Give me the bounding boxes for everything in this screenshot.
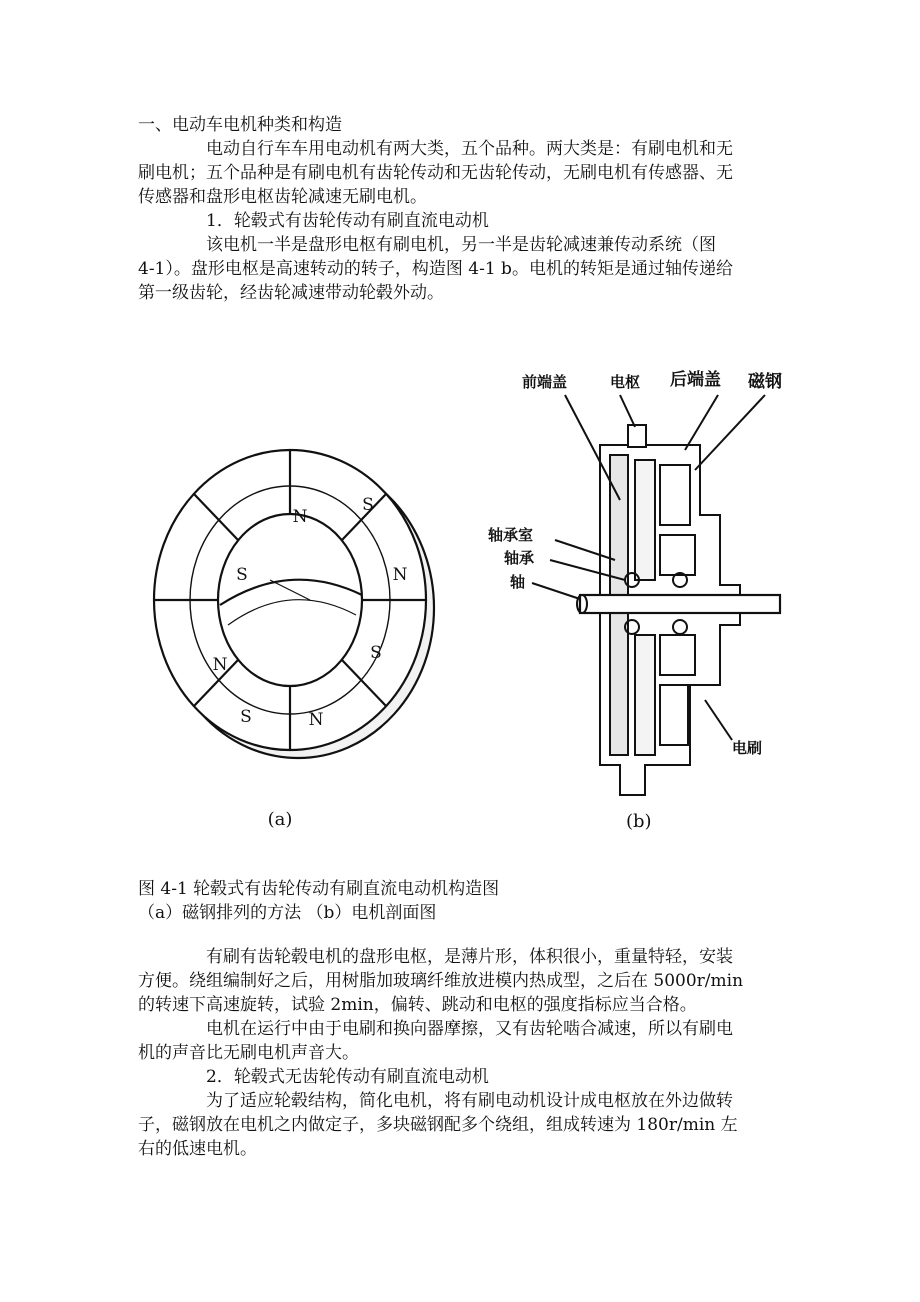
figure-subcaption: （a）磁钢排列的方法 （b）电机剖面图: [138, 903, 437, 923]
paragraph-line: 为了适应轮毂结构，简化电机，将有刷电动机设计成电枢放在外边做转: [206, 1091, 733, 1111]
paragraph-line: 方便。绕组编制好之后，用树脂加玻璃纤维放进模内热成型，之后在 5000r/min: [138, 971, 744, 991]
part-label-brush: 电刷: [732, 739, 763, 757]
subsection-heading: 1．轮毂式有齿轮传动有刷直流电动机: [206, 211, 489, 231]
part-label-front-cover: 前端盖: [522, 373, 568, 391]
paragraph-line: 第一级齿轮，经齿轮减速带动轮毂外动。: [138, 283, 444, 303]
figure-a-magnet-ring: [150, 430, 450, 850]
figure-b-cross-section: [470, 355, 810, 845]
paragraph-line: 电机在运行中由于电刷和换向器摩擦，又有齿轮啮合减速，所以有刷电: [206, 1019, 733, 1039]
section-heading: 一、电动车电机种类和构造: [138, 115, 342, 135]
paragraph-line: 电动自行车车用电动机有两大类，五个品种。两大类是：有刷电机和无: [206, 139, 733, 159]
paragraph-line: 4-1）。盘形电枢是高速转动的转子，构造图 4-1 b。电机的转矩是通过轴传递给: [138, 259, 733, 279]
part-label-magnet: 磁钢: [748, 372, 782, 392]
subsection-heading: 2．轮毂式无齿轮传动有刷直流电动机: [206, 1067, 489, 1087]
part-label-rear-cover: 后端盖: [670, 370, 721, 390]
part-label-bearing-chamber: 轴承室: [488, 526, 534, 544]
pole-mark: N: [212, 655, 228, 675]
pole-mark: S: [362, 495, 374, 515]
pole-mark: N: [292, 507, 308, 527]
pole-mark: S: [236, 565, 248, 585]
part-label-bearing: 轴承: [504, 549, 535, 567]
paragraph-line: 该电机一半是盘形电枢有刷电机，另一半是齿轮减速兼传动系统（图: [206, 235, 716, 255]
paragraph-line: 右的低速电机。: [138, 1139, 257, 1159]
paragraph-line: 有刷有齿轮毂电机的盘形电枢，是薄片形，体积很小，重量特轻，安装: [206, 947, 733, 967]
figure-a-label: (a): [267, 809, 293, 830]
paragraph-line: 刷电机；五个品种是有刷电机有齿轮传动和无齿轮传动，无刷电机有传感器、无: [138, 163, 733, 183]
paragraph-line: 传感器和盘形电枢齿轮减速无刷电机。: [138, 187, 427, 207]
figure-b-label: (b): [626, 811, 652, 832]
pole-mark: N: [308, 710, 324, 730]
part-label-armature: 电枢: [610, 373, 641, 391]
figure-caption: 图 4-1 轮毂式有齿轮传动有刷直流电动机构造图: [138, 879, 500, 899]
part-label-shaft: 轴: [510, 573, 526, 591]
pole-mark: S: [240, 707, 252, 727]
pole-mark: N: [392, 565, 408, 585]
paragraph-line: 的转速下高速旋转，试验 2min，偏转、跳动和电枢的强度指标应当合格。: [138, 995, 697, 1015]
pole-mark: S: [370, 643, 382, 663]
paragraph-line: 子，磁钢放在电机之内做定子，多块磁钢配多个绕组，组成转速为 180r/min 左: [138, 1115, 738, 1135]
paragraph-line: 机的声音比无刷电机声音大。: [138, 1043, 359, 1063]
